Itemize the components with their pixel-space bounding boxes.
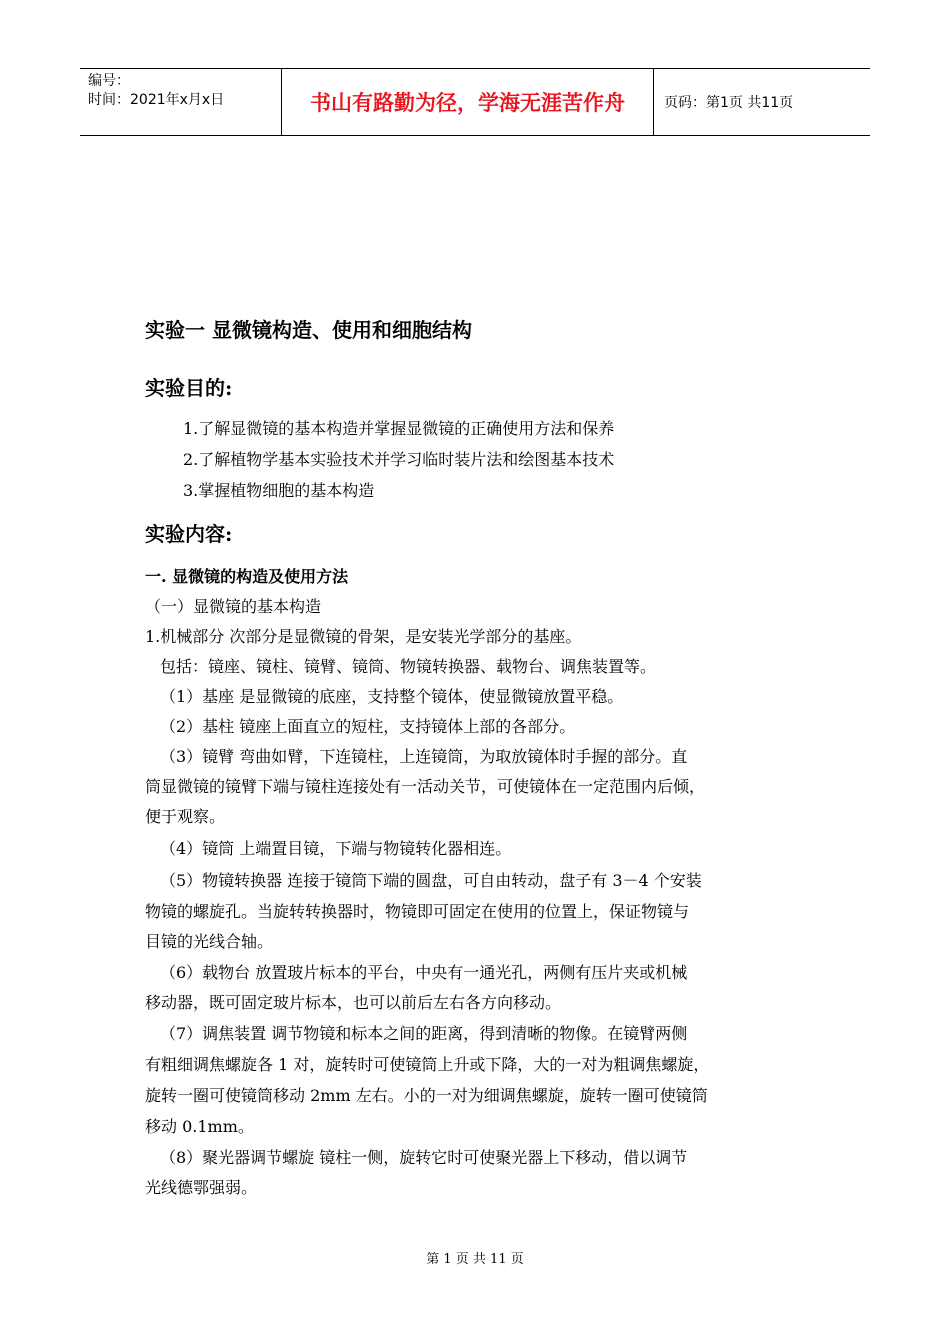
body-line: （8）聚光器调节螺旋 镜柱一侧，旋转它时可使聚光器上下移动，借以调节 <box>160 1148 688 1167</box>
body-line: 便于观察。 <box>145 807 226 826</box>
body-line: （3）镜臂 弯曲如臂，下连镜柱，上连镜筒，为取放镜体时手握的部分。直 <box>160 747 688 766</box>
body-line: （1）基座 是显微镜的底座，支持整个镜体，使显微镜放置平稳。 <box>160 687 624 706</box>
body-line: 光线德鄂强弱。 <box>145 1178 258 1197</box>
body-line: （7）调焦装置 调节物镜和标本之间的距离，得到清晰的物像。在镜臂两侧 <box>160 1024 688 1043</box>
document-title: 实验一 显微镜构造、使用和细胞结构 <box>145 318 472 342</box>
part1-heading: 一. 显微镜的构造及使用方法 <box>145 567 349 586</box>
document-number: 编号： <box>88 73 130 89</box>
body-line: 包括：镜座、镜柱、镜臂、镜筒、物镜转换器、载物台、调焦装置等。 <box>160 657 657 676</box>
content-heading: 实验内容: <box>145 522 233 546</box>
body-line: 移动 0.1mm。 <box>145 1117 254 1136</box>
body-line: 目镜的光线合轴。 <box>145 932 274 951</box>
body-line: 1.机械部分 次部分是显微镜的骨架，是安装光学部分的基座。 <box>145 627 582 646</box>
body-line: （5）物镜转换器 连接于镜筒下端的圆盘，可自由转动，盘子有 3－4 个安装 <box>160 871 702 890</box>
purpose-item: 3.掌握植物细胞的基本构造 <box>183 481 375 500</box>
purpose-item: 2.了解植物学基本实验技术并学习临时装片法和绘图基本技术 <box>183 450 615 469</box>
header-page-info: 页码：第1页 共11页 <box>664 95 794 111</box>
body-line: 有粗细调焦螺旋各 1 对，旋转时可使镜筒上升或下降，大的一对为粗调焦螺旋， <box>145 1055 710 1074</box>
page-footer: 第 1 页 共 11 页 <box>426 1252 524 1267</box>
body-line: （一）显微镜的基本构造 <box>145 597 322 616</box>
body-line: （6）载物台 放置玻片标本的平台，中央有一通光孔，两侧有压片夹或机械 <box>160 963 688 982</box>
body-line: （2）基柱 镜座上面直立的短柱，支持镜体上部的各部分。 <box>160 717 576 736</box>
header-motto: 书山有路勤为径，学海无涯苦作舟 <box>282 69 654 135</box>
body-line: 移动器，既可固定玻片标本，也可以前后左右各方向移动。 <box>145 993 562 1012</box>
header-meta <box>80 69 282 135</box>
page-header <box>80 68 870 136</box>
document-date: 时间：2021年x月x日 <box>88 92 225 108</box>
purpose-heading: 实验目的: <box>145 376 233 400</box>
body-line: 物镜的螺旋孔。当旋转转换器时，物镜即可固定在使用的位置上，保证物镜与 <box>145 902 690 921</box>
body-line: 筒显微镜的镜臂下端与镜柱连接处有一活动关节，可使镜体在一定范围内后倾， <box>145 777 706 796</box>
body-line: 旋转一圈可使镜筒移动 2mm 左右。小的一对为细调焦螺旋，旋转一圈可使镜筒 <box>145 1086 708 1105</box>
body-line: （4）镜筒 上端置目镜，下端与物镜转化器相连。 <box>160 839 512 858</box>
purpose-item: 1.了解显微镜的基本构造并掌握显微镜的正确使用方法和保养 <box>183 419 615 438</box>
